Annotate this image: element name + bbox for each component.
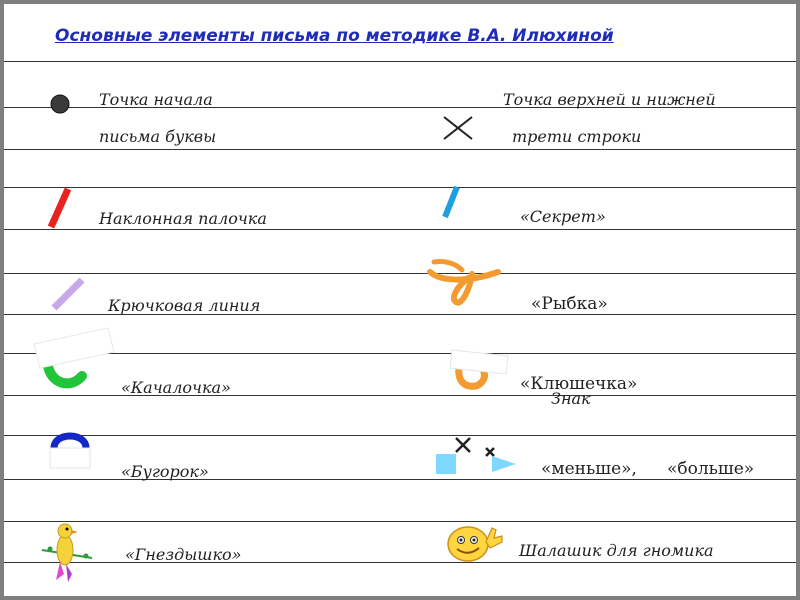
ruled-line — [4, 149, 800, 150]
third-point-label-line1: Точка верхней и нижней — [503, 90, 716, 109]
green-arc-icon — [32, 322, 116, 394]
lilac-slash-icon — [48, 276, 88, 312]
orange-hook-icon — [448, 344, 512, 394]
secret-label: «Секрет» — [520, 207, 606, 226]
slanted-stick-label: Наклонная палочка — [99, 209, 267, 228]
ruled-line — [4, 61, 800, 62]
ruled-line — [4, 562, 800, 563]
blue-arch-icon — [46, 426, 96, 472]
red-slash-icon — [44, 186, 74, 230]
blue-slash-icon — [437, 184, 465, 220]
hump-label: «Бугорок» — [121, 462, 209, 481]
ruled-line — [4, 187, 800, 188]
bird-icon — [38, 518, 98, 586]
hockey-stick-label: «Клюшечка» — [520, 374, 638, 394]
sign-more-label: «больше» — [667, 459, 755, 479]
ruled-line — [4, 521, 800, 522]
page-title: Основные элементы письма по методике В.А. Илюхиной — [55, 26, 614, 46]
start-point-label-line2: письма буквы — [99, 127, 217, 146]
smiley-icon — [444, 520, 508, 564]
fish-loop-icon — [424, 258, 504, 310]
cross-icon — [441, 114, 475, 142]
dot-icon — [49, 93, 71, 115]
ruled-line — [4, 273, 800, 274]
ruled-line — [4, 229, 800, 230]
less-greater-icon — [430, 434, 522, 478]
fish-label: «Рыбка» — [531, 294, 608, 314]
sign-less-label: «меньше», — [541, 459, 637, 479]
ruled-line — [4, 353, 800, 354]
hut-label: Шалашик для гномика — [519, 541, 714, 560]
third-point-label-line2: трети строки — [512, 127, 642, 146]
sign-caption: Знак — [551, 389, 591, 408]
swing-label: «Качалочка» — [121, 378, 231, 397]
start-point-label-line1: Точка начала — [99, 90, 213, 109]
nest-label: «Гнездышко» — [125, 545, 242, 564]
hook-line-label: Крючковая линия — [108, 296, 261, 315]
ruled-line — [4, 435, 800, 436]
